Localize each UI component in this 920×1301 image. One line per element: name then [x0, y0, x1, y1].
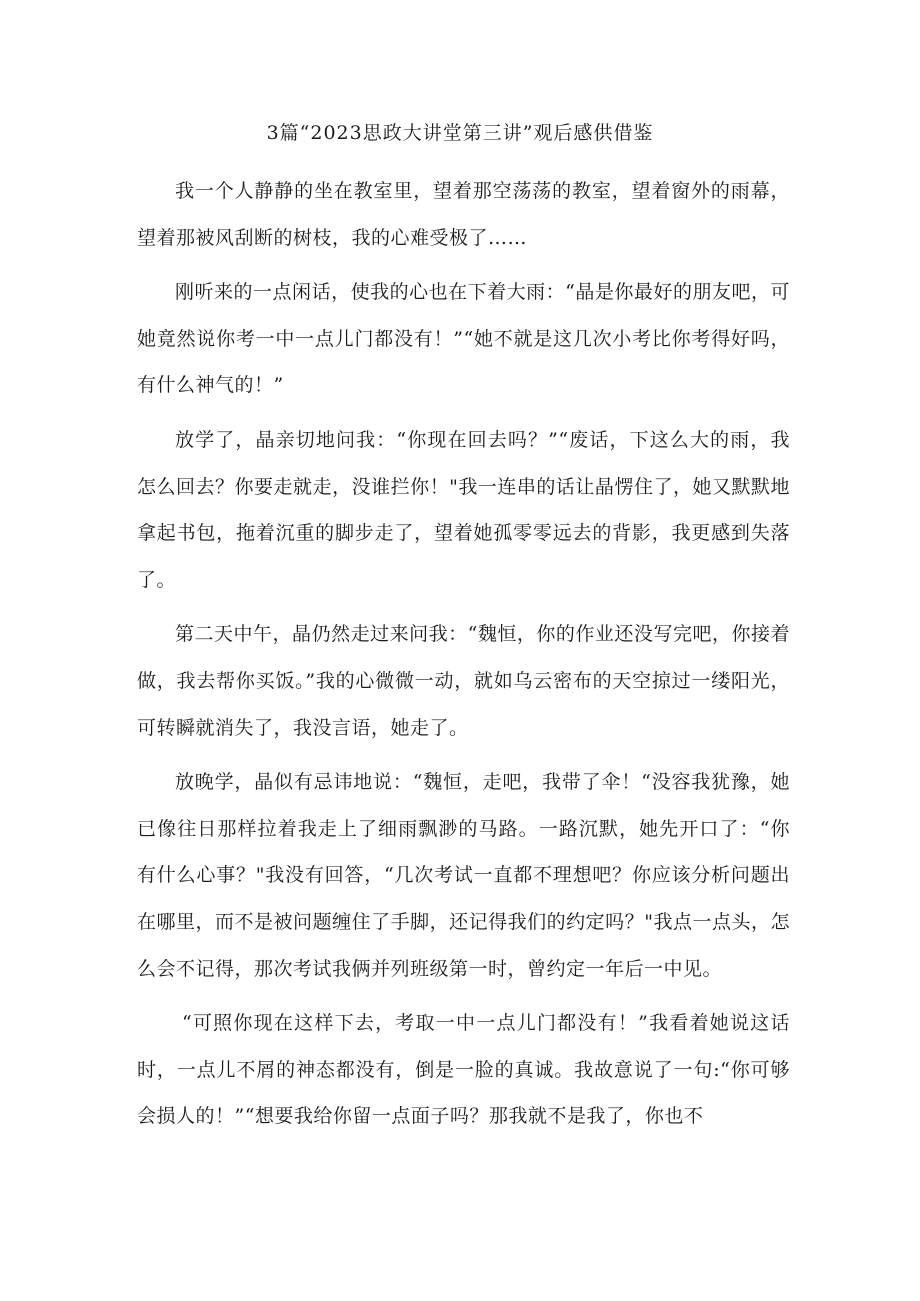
paragraph: 放晚学，晶似有忌讳地说：“魏恒，走吧，我带了伞！“没容我犹豫，她已像往日那样拉着我走上了细雨飘渺的马路。一路沉默，她先开口了：“你有什么心事？"我没有回答，“几次考试一直都不理想吧？你应该分析问题出在哪里，而不是被问题缠住了手脚，还记得我们的约定吗？"我点一点头，怎么会不记得，那次考试我俩并列班级第一时，曾约定一年后一中见。 — [137, 771, 790, 980]
document-title: 3篇“2023思政大讲堂第三讲”观后感供借鉴 — [266, 122, 654, 144]
paragraph: 第二天中午，晶仍然走过来问我：“魏恒，你的作业还没写完吧，你接着做，我去帮你买饭。”我的心微微一动，就如乌云密布的天空掠过一缕阳光，可转瞬就消失了，我没言语，她走了。 — [137, 623, 790, 739]
paragraph: 我一个人静静的坐在教室里，望着那空荡荡的教室，望着窗外的雨幕，望着那被风刮断的树枝，我的心难受极了…… — [137, 180, 790, 249]
paragraph: 放学了，晶亲切地问我：“你现在回去吗？”“废话，下这么大的雨，我怎么回去？你要走就走，没谁拦你！"我一连串的话让晶愣住了，她又默默地拿起书包，拖着沉重的脚步走了，望着她孤零零远去的背影，我更感到失落了。 — [137, 428, 790, 591]
paragraph: 刚听来的一点闲话，使我的心也在下着大雨：“晶是你最好的朋友吧，可她竟然说你考一中一点儿门都没有！”“她不就是这几次小考比你考得好吗，有什么神气的！” — [137, 281, 790, 397]
paragraph: “可照你现在这样下去，考取一中一点儿门都没有！”我看着她说这话时，一点儿不屑的神态都没有，倒是一脸的真诚。我故意说了一句:“你可够会损人的！”“想要我给你留一点面子吗？那我就不是我了，你也不 — [137, 1012, 790, 1128]
document-body — [137, 168, 790, 1148]
